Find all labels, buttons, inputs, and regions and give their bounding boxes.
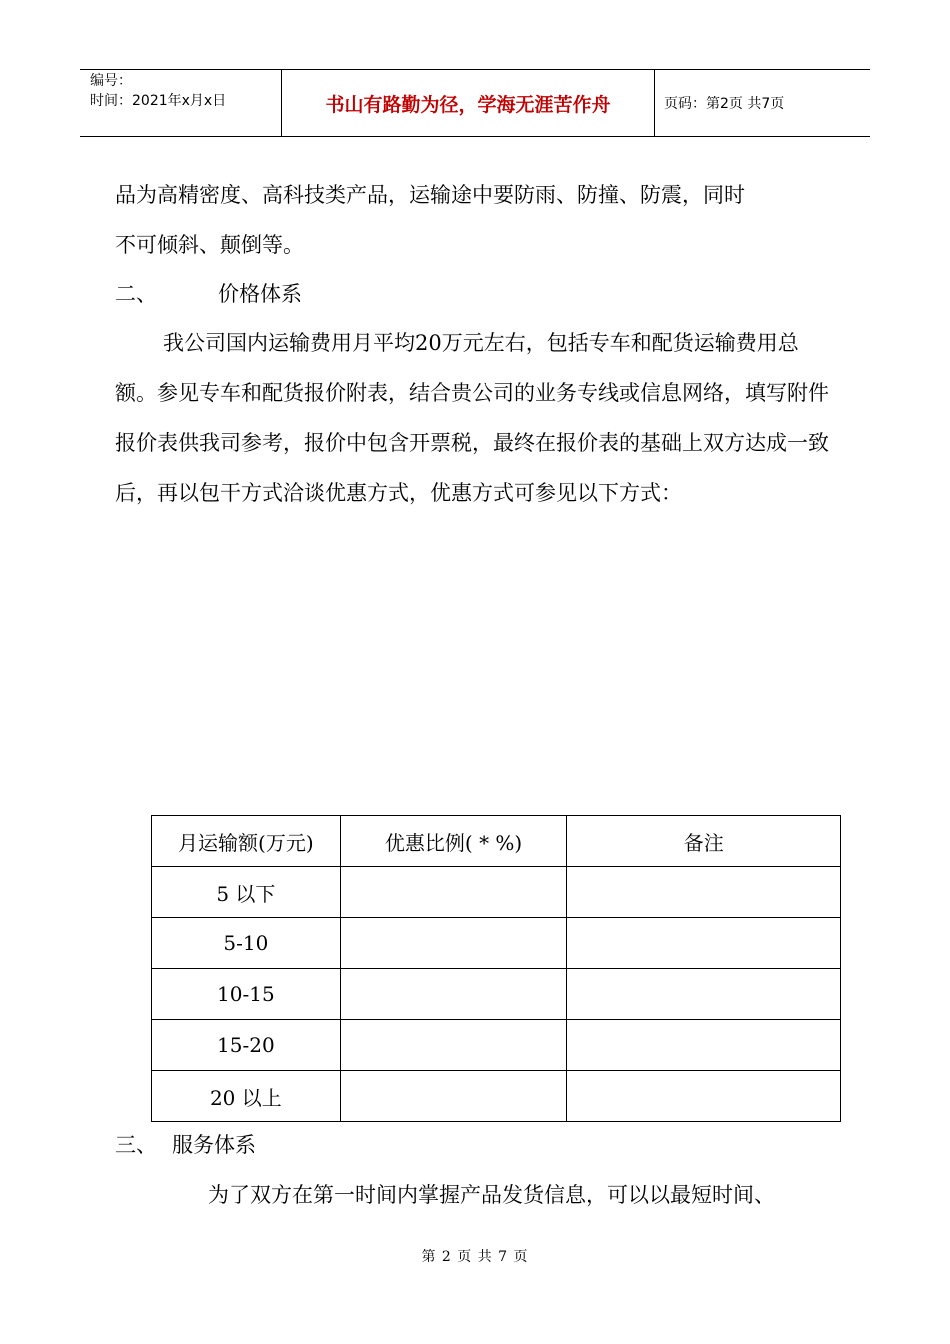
table-cell: 20 以上 xyxy=(152,1071,341,1122)
table-row xyxy=(152,1071,841,1122)
table-cell: 10-15 xyxy=(152,969,341,1020)
table-cell xyxy=(340,969,567,1020)
section3-title: 服务体系 xyxy=(172,1133,256,1157)
header-motto: 书山有路勤为径，学海无涯苦作舟 xyxy=(325,94,611,116)
page-footer: 第 2 页 共 7 页 xyxy=(421,1249,529,1265)
table-row xyxy=(152,867,841,918)
table-cell xyxy=(567,1020,841,1071)
table-cell xyxy=(567,1071,841,1122)
table-cell xyxy=(340,1020,567,1071)
header-time-label: 时间：2021年x月x日 xyxy=(90,93,227,109)
price-paragraph-text: 我公司国内运输费用月平均20万元左右，包括专车和配货运输费用总额。参见专车和配货报价附表，结合贵公司的业务专线或信息网络，填写附件报价表供我司参考，报价中包含开票税，最终在报价表的基础上双方达成一致后，再以包干方式洽谈优惠方式，优惠方式可参见以下方式： xyxy=(115,331,829,505)
discount-table xyxy=(151,815,841,1122)
table-cell xyxy=(567,969,841,1020)
section2-title: 价格体系 xyxy=(218,282,302,306)
table-header-cell: 优惠比例( * %) xyxy=(340,816,567,867)
table-row xyxy=(152,1020,841,1071)
table-cell xyxy=(340,1071,567,1122)
section2-number: 二、 xyxy=(115,282,157,306)
table-header-cell: 备注 xyxy=(567,816,841,867)
header-number-label: 编号： xyxy=(90,73,132,89)
table-header-row xyxy=(152,816,841,867)
table-cell xyxy=(567,918,841,969)
continued-line-2: 不可倾斜、颠倒等。 xyxy=(115,233,304,257)
table-header-cell: 月运输额(万元) xyxy=(152,816,341,867)
table-cell: 5-10 xyxy=(152,918,341,969)
service-paragraph xyxy=(115,1170,855,1220)
header-bottom-rule xyxy=(80,136,870,137)
table-cell xyxy=(340,918,567,969)
price-paragraph xyxy=(115,318,840,518)
table-cell xyxy=(567,867,841,918)
table-cell: 5 以下 xyxy=(152,867,341,918)
continued-paragraph xyxy=(115,170,840,270)
section3-number: 三、 xyxy=(115,1133,157,1157)
header-divider-right xyxy=(654,69,655,136)
header-page-label: 页码：第2页 共7页 xyxy=(664,96,785,112)
continued-line-1: 品为高精密度、高科技类产品，运输途中要防雨、防撞、防震，同时 xyxy=(115,183,745,207)
header-top-rule xyxy=(80,69,870,70)
service-paragraph-text: 为了双方在第一时间内掌握产品发货信息，可以以最短时间、 xyxy=(208,1183,775,1207)
table-row xyxy=(152,969,841,1020)
table-row xyxy=(152,918,841,969)
table-cell xyxy=(340,867,567,918)
table-cell: 15-20 xyxy=(152,1020,341,1071)
